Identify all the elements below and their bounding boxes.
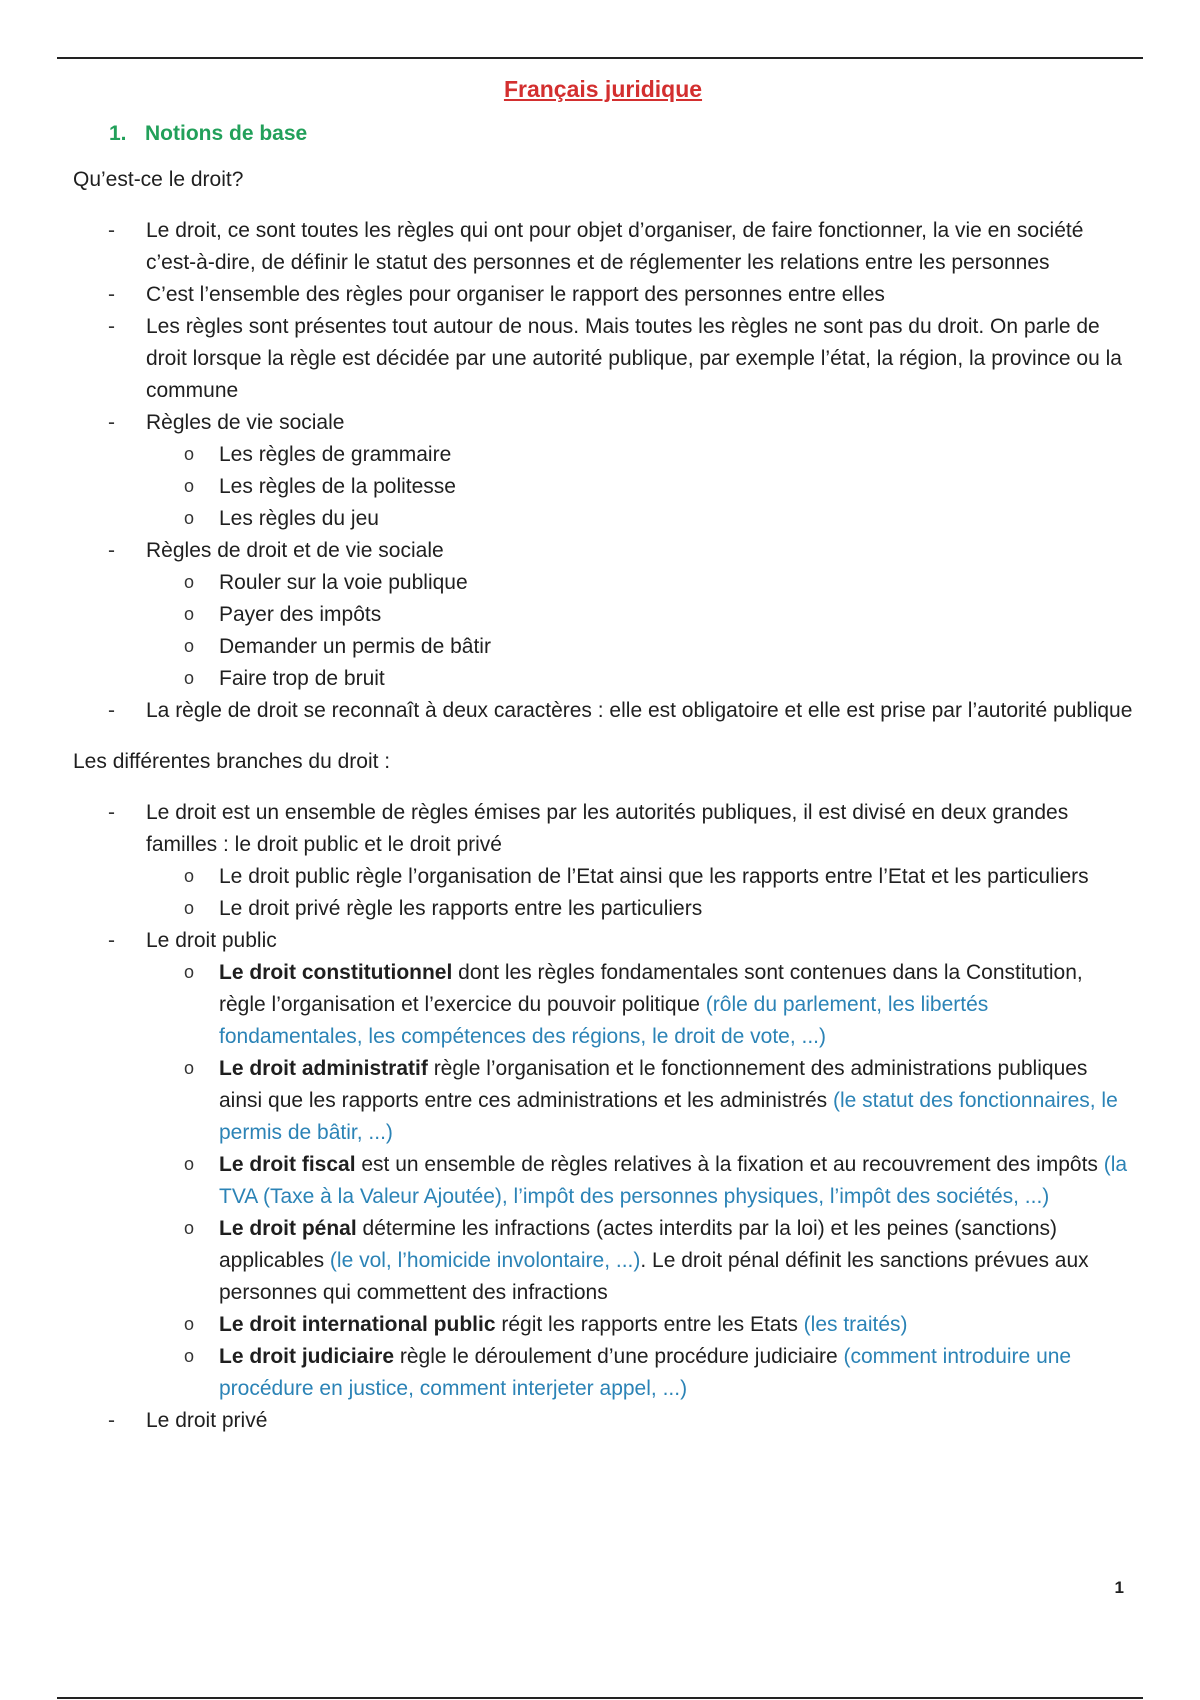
section-number: 1. <box>109 122 127 145</box>
definition: régit les rapports entre les Etats <box>495 1313 804 1336</box>
sublist-item-penal <box>146 1213 1133 1309</box>
list-item-label: Le droit est un ensemble de règles émises par les autorités publiques, il est divisé en deux grandes familles : le droit public et le droit privé <box>146 801 1069 856</box>
example: (la TVA (Taxe à la Valeur Ajoutée), l’impôt des personnes physiques, l’impôt des sociétés, ...) <box>219 1153 1128 1208</box>
sublist <box>146 861 1133 925</box>
bottom-rule <box>57 1697 1143 1699</box>
sublist-item: o Les règles de la politesse <box>146 471 1133 503</box>
term: Le droit pénal <box>219 1217 357 1240</box>
after: . Le droit pénal définit les sanctions prévues aux personnes qui commettent des infractions <box>219 1249 1089 1304</box>
example: (rôle du parlement, les libertés fondamentales, les compétences des régions, le droit de vote, ...) <box>219 993 989 1048</box>
definition: détermine les infractions (actes interdits par la loi) et les peines (sanctions) applicables <box>219 1217 1057 1272</box>
list-item-label: Règles de droit et de vie sociale <box>146 539 444 562</box>
branches-list <box>73 797 1133 1437</box>
term: Le droit administratif <box>219 1057 428 1080</box>
term: Le droit constitutionnel <box>219 961 453 984</box>
term: Le droit judiciaire <box>219 1345 395 1368</box>
sublist-public <box>146 957 1133 1405</box>
sublist-item: o Faire trop de bruit <box>146 663 1133 695</box>
example: (le statut des fonctionnaires, le permis de bâtir, ...) <box>219 1089 1118 1144</box>
sublist-item: o Les règles de grammaire <box>146 439 1133 471</box>
definition-list <box>73 215 1133 727</box>
sublist-item-fiscal <box>146 1149 1133 1213</box>
definition: règle le déroulement d’une procédure judiciaire <box>394 1345 844 1368</box>
sublist-item: o Les règles du jeu <box>146 503 1133 535</box>
list-item: - Le droit privé <box>73 1405 1133 1437</box>
example: (comment introduire une procédure en justice, comment interjeter appel, ...) <box>219 1345 1072 1400</box>
example: (le vol, l’homicide involontaire, ...) <box>329 1249 641 1272</box>
list-item <box>73 925 1133 1405</box>
list-item <box>73 797 1133 925</box>
sublist <box>146 439 1133 535</box>
sublist-item: o Rouler sur la voie publique <box>146 567 1133 599</box>
list-item: - Le droit, ce sont toutes les règles qui ont pour objet d’organiser, de faire fonctionner, la vie en société c’est-à-dire, de définir le statut des personnes et de réglementer les relations entre les personnes <box>73 215 1133 279</box>
sublist-item: o Le droit public règle l’organisation de l’Etat ainsi que les rapports entre l’Etat et les particuliers <box>146 861 1133 893</box>
list-item <box>73 407 1133 535</box>
document-page <box>73 75 1133 1437</box>
sublist-item-international <box>146 1309 1133 1341</box>
sublist <box>146 567 1133 695</box>
definition: règle l’organisation et le fonctionnement des administrations publiques ainsi que les rapports entre ces administrations et les administrés <box>219 1057 1088 1112</box>
term: Le droit fiscal <box>219 1153 356 1176</box>
list-item: - C’est l’ensemble des règles pour organiser le rapport des personnes entre elles <box>73 279 1133 311</box>
page-number: 1 <box>1114 1578 1124 1597</box>
example: (les traités) <box>803 1313 908 1336</box>
sublist-item: o Le droit privé règle les rapports entre les particuliers <box>146 893 1133 925</box>
list-item <box>73 535 1133 695</box>
sublist-item: o Payer des impôts <box>146 599 1133 631</box>
question-droit: Qu’est-ce le droit? <box>73 168 244 191</box>
list-item: - Les règles sont présentes tout autour de nous. Mais toutes les règles ne sont pas du droit. On parle de droit lorsque la règle est décidée par une autorité publique, par exemple l’état, la région, la province ou la commune <box>73 311 1133 407</box>
sublist-item-judiciaire <box>146 1341 1133 1405</box>
section-heading <box>109 121 1133 147</box>
question-branches: Les différentes branches du droit : <box>73 750 391 773</box>
definition: est un ensemble de règles relatives à la fixation et au recouvrement des impôts <box>355 1153 1104 1176</box>
top-rule <box>57 57 1143 59</box>
list-item: - La règle de droit se reconnaît à deux caractères : elle est obligatoire et elle est prise par l’autorité publique <box>73 695 1133 727</box>
term: Le droit international public <box>219 1313 496 1336</box>
list-item-label: Le droit public <box>146 929 277 952</box>
document-title: Français juridique <box>503 76 703 102</box>
sublist-item-constitutionnel <box>146 957 1133 1053</box>
section-label: Notions de base <box>145 122 308 145</box>
sublist-item-administratif <box>146 1053 1133 1149</box>
sublist-item: o Demander un permis de bâtir <box>146 631 1133 663</box>
list-item-label: Règles de vie sociale <box>146 411 345 434</box>
definition: dont les règles fondamentales sont contenues dans la Constitution, règle l’organisation et l’exercice du pouvoir politique <box>219 961 1083 1016</box>
